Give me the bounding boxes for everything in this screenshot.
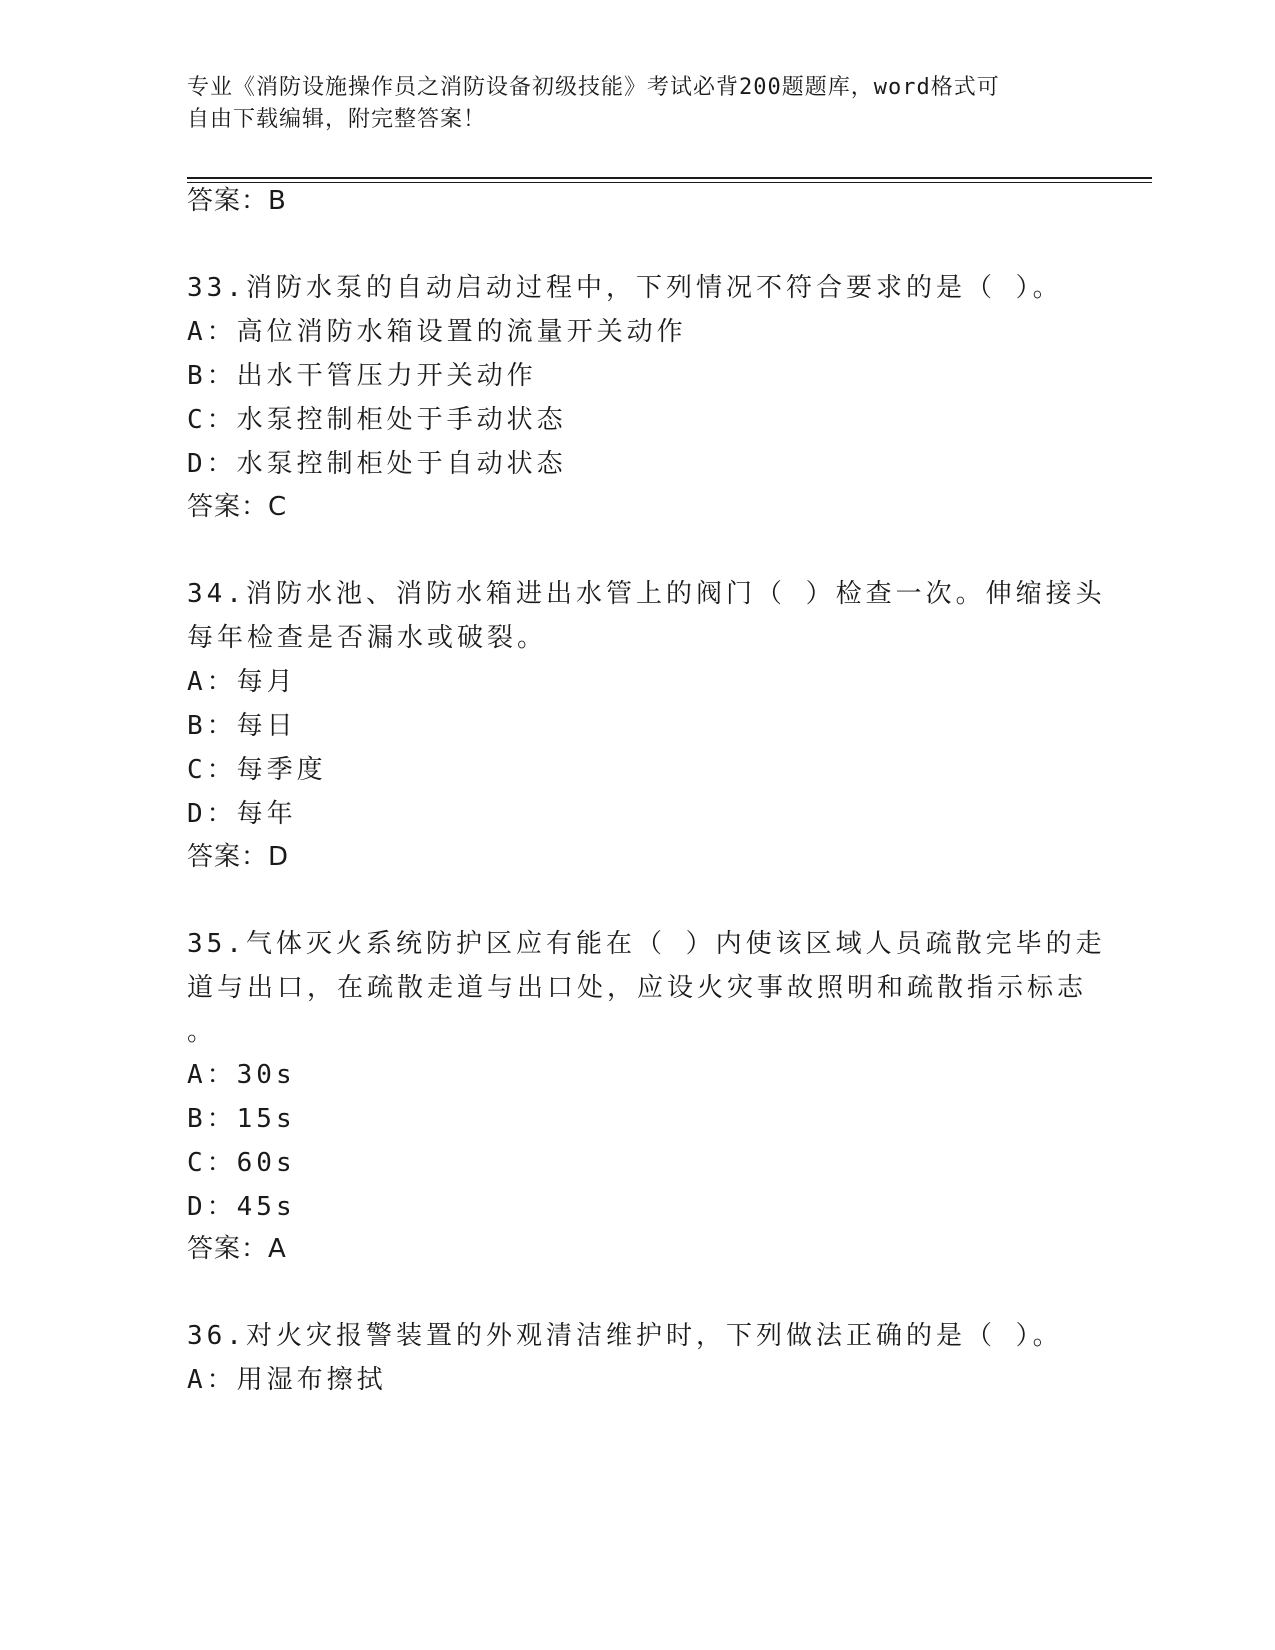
- answer-35: 答案：A: [187, 1234, 287, 1264]
- answer-32: 答案：B: [187, 186, 287, 216]
- question-34-stem-line-1: 34.消防水池、消防水箱进出水管上的阀门（ ）检查一次。伸缩接头: [187, 579, 1106, 609]
- document-header: [187, 72, 1067, 136]
- question-34-stem-line-2: 每年检查是否漏水或破裂。: [187, 623, 548, 653]
- question-35-stem-line-2: 道与出口，在疏散走道与出口处，应设火灾事故照明和疏散指示标志: [187, 973, 1088, 1003]
- question-35-option-a: A：30s: [187, 1060, 296, 1090]
- question-34-option-b: B：每日: [187, 711, 297, 741]
- question-34-option-a: A：每月: [187, 667, 297, 697]
- question-33-option-d: D：水泵控制柜处于自动状态: [187, 449, 567, 479]
- question-36-stem: 36.对火灾报警装置的外观清洁维护时，下列做法正确的是（ ）。: [187, 1321, 1063, 1351]
- question-35-option-c: C：60s: [187, 1148, 296, 1178]
- header-line-1: 专业《消防设施操作员之消防设备初级技能》考试必背200题题库，word格式可: [187, 75, 1000, 100]
- question-35-stem-line-3: 。: [187, 1017, 218, 1047]
- question-35-stem-line-1: 35.气体灭火系统防护区应有能在（ ）内使该区域人员疏散完毕的走: [187, 929, 1106, 959]
- question-34-option-d: D：每年: [187, 799, 297, 829]
- question-33-option-c: C：水泵控制柜处于手动状态: [187, 405, 567, 435]
- question-35-option-b: B：15s: [187, 1104, 296, 1134]
- answer-34: 答案：D: [187, 842, 290, 872]
- question-35-option-d: D：45s: [187, 1192, 296, 1222]
- header-divider-thick: [187, 177, 1152, 179]
- question-33-stem: 33.消防水泵的自动启动过程中，下列情况不符合要求的是（ ）。: [187, 273, 1063, 303]
- question-33-option-a: A：高位消防水箱设置的流量开关动作: [187, 317, 687, 347]
- question-36-option-a: A：用湿布擦拭: [187, 1365, 387, 1395]
- header-divider-thin: [187, 182, 1152, 183]
- answer-33: 答案：C: [187, 492, 288, 522]
- question-33-option-b: B：出水干管压力开关动作: [187, 361, 537, 391]
- header-line-2: 自由下载编辑，附完整答案！: [187, 107, 487, 132]
- question-34-option-c: C：每季度: [187, 755, 327, 785]
